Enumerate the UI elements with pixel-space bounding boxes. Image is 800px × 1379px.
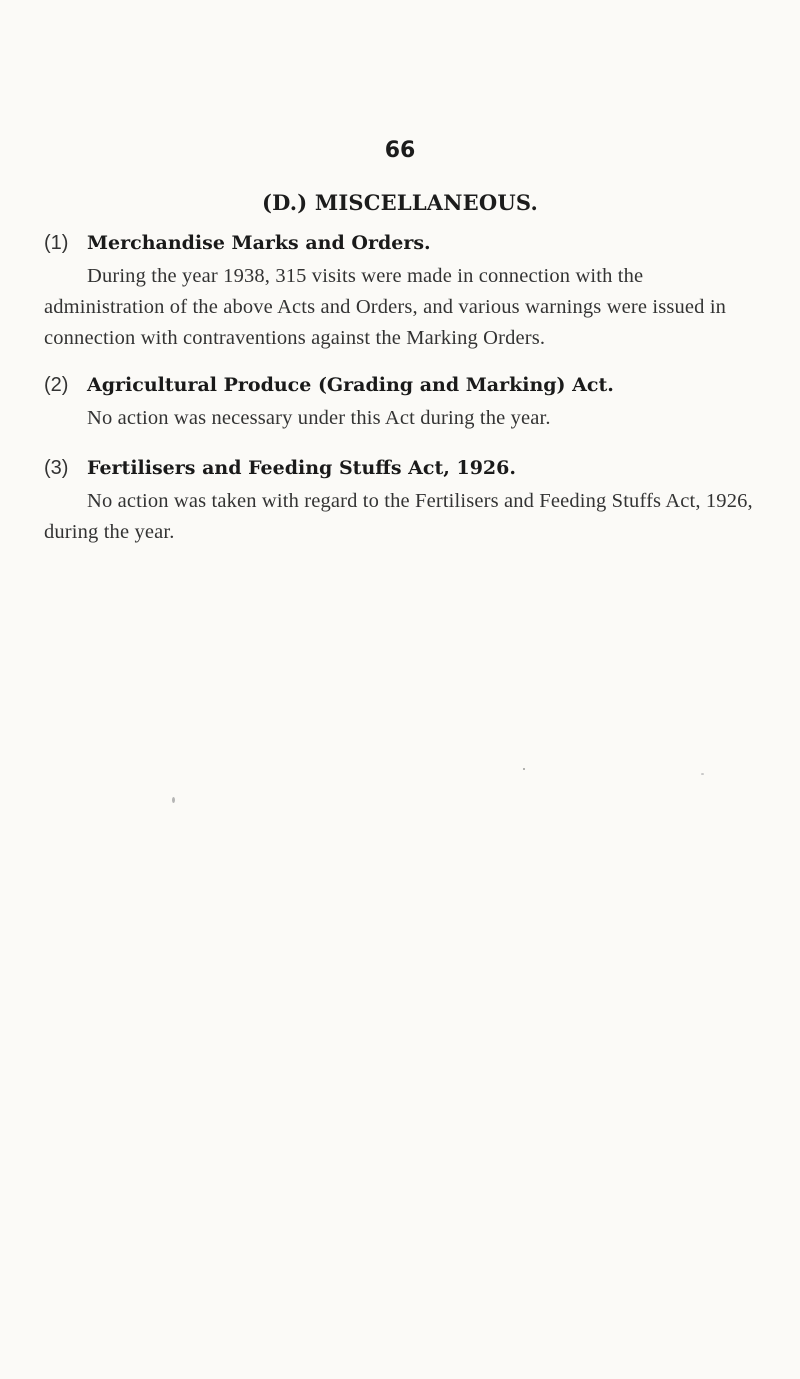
subsection-number: (2) xyxy=(44,374,69,396)
paper-speck xyxy=(172,797,175,803)
subsection-heading xyxy=(44,230,759,256)
subsection-body: During the year 1938, 315 visits were made in connection with the administration of the above Acts and Orders, and various warnings were issued in connection with contraventions against the Marking Orders. xyxy=(44,265,727,349)
subsection-body: No action was taken with regard to the Fertilisers and Feeding Stuffs Act, 1926, during the year. xyxy=(44,490,753,543)
subsection-agricultural-produce xyxy=(44,372,759,434)
section-title: (D.) MISCELLANEOUS. xyxy=(261,190,539,215)
subsection-number: (1) xyxy=(44,232,69,254)
subsection-heading xyxy=(44,372,759,398)
subsection-fertilisers-feeding-stuffs xyxy=(44,455,759,548)
subsection-title: Fertilisers and Feeding Stuffs Act, 1926. xyxy=(87,457,516,479)
page-number: 66 xyxy=(384,138,416,163)
paper-speck xyxy=(523,768,525,770)
subsection-body: No action was necessary under this Act during the year. xyxy=(87,407,551,429)
subsection-merchandise-marks xyxy=(44,230,759,354)
paper-speck xyxy=(701,773,704,775)
subsection-heading xyxy=(44,455,759,481)
subsection-title: Merchandise Marks and Orders. xyxy=(87,232,431,254)
subsection-title: Agricultural Produce (Grading and Marking) Act. xyxy=(87,374,614,396)
subsection-number: (3) xyxy=(44,457,69,479)
